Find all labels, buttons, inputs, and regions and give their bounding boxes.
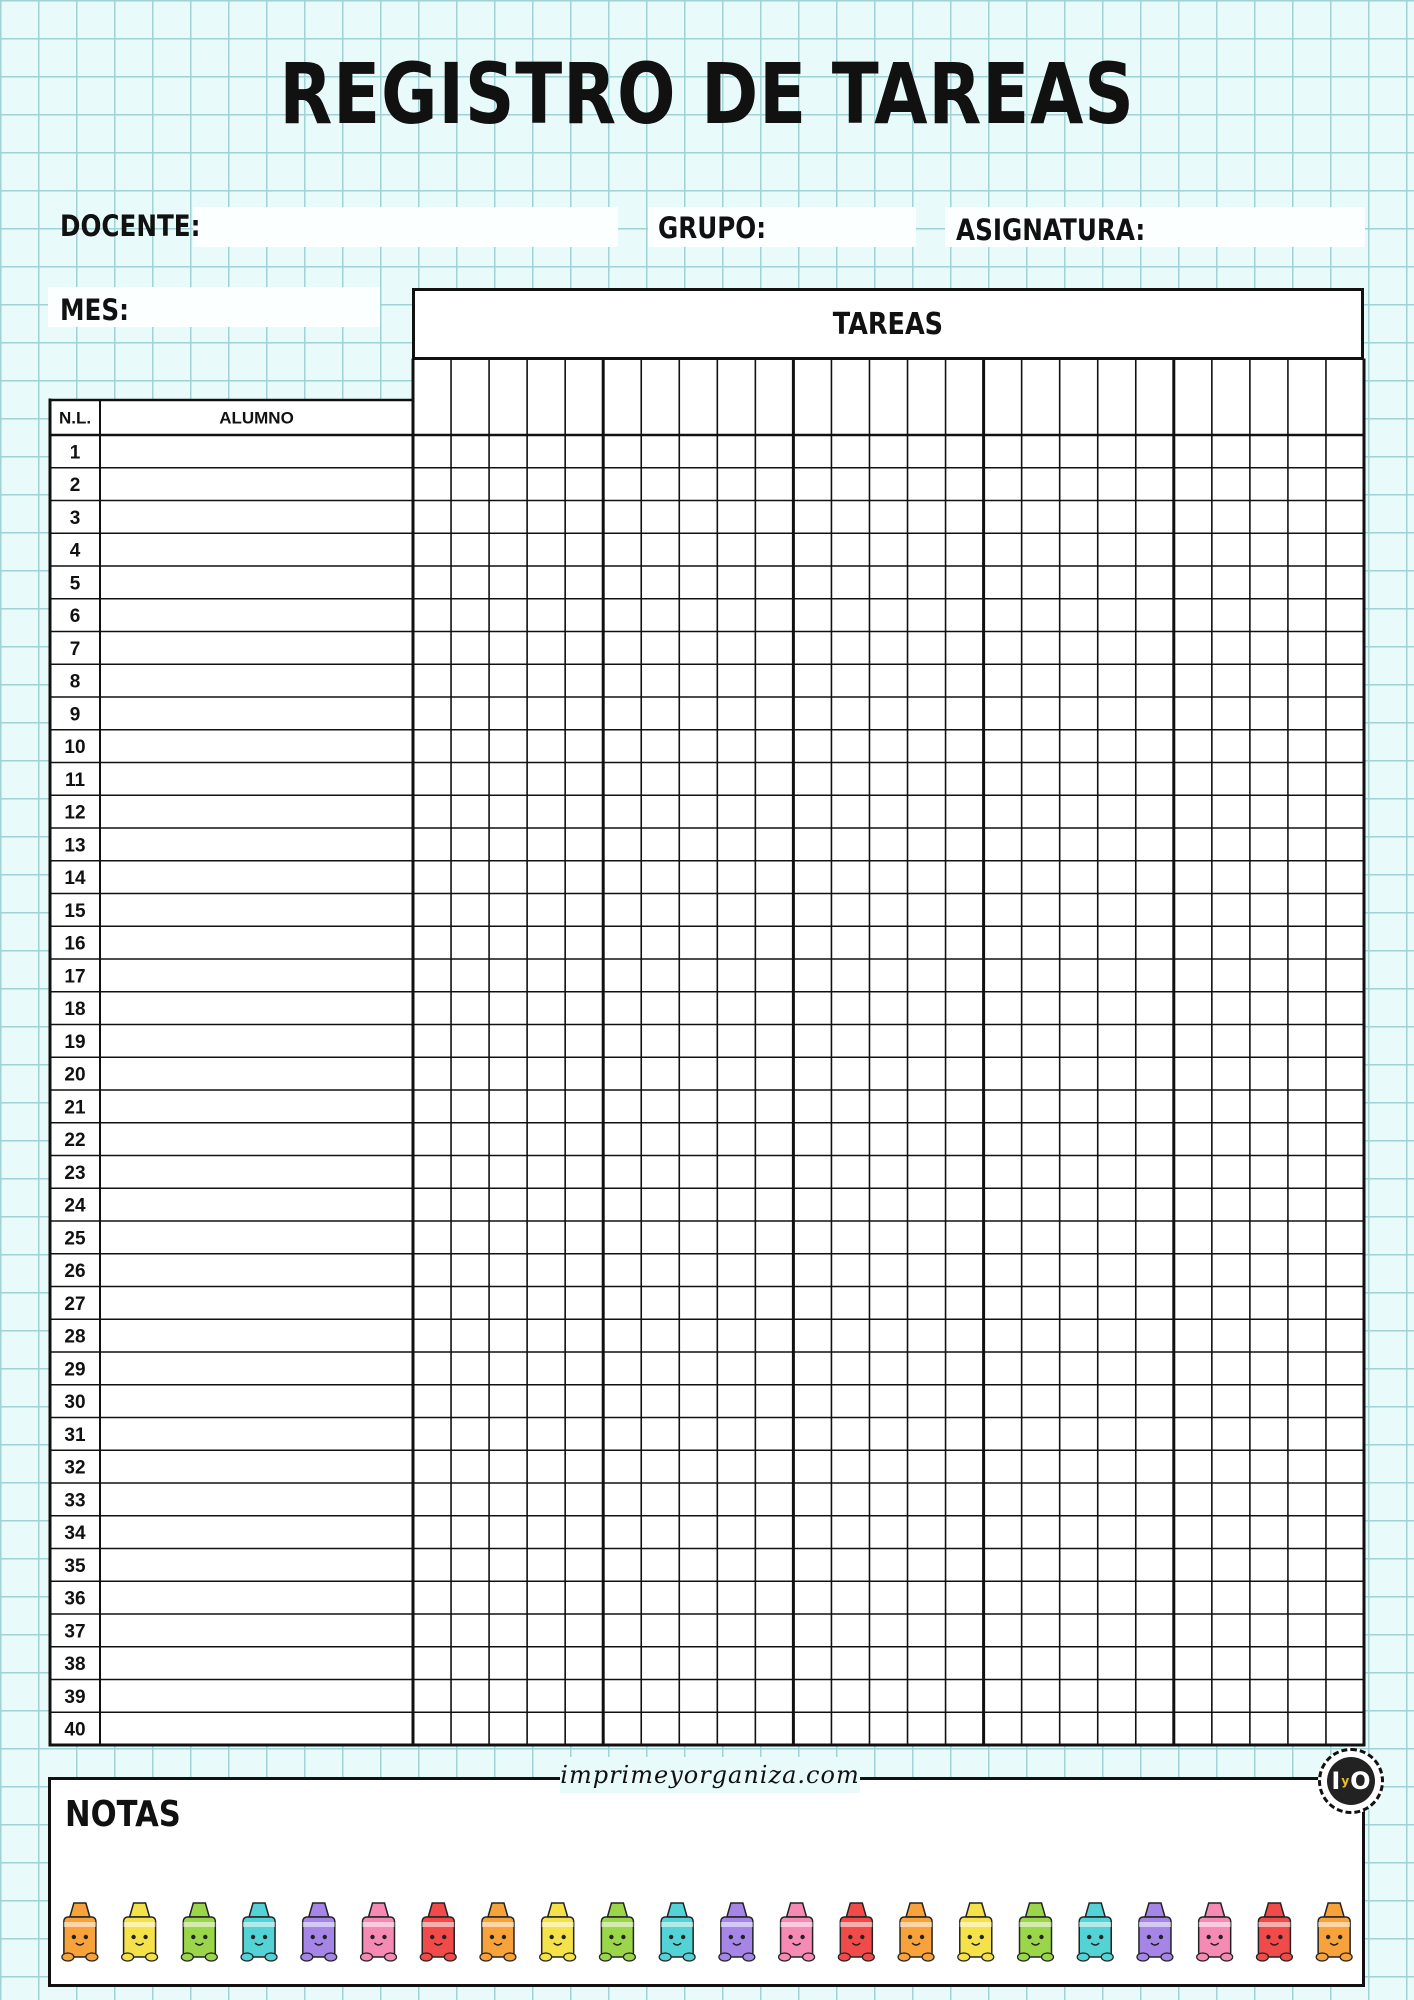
crayon-band (303, 1922, 335, 1927)
row-number: 26 (64, 1261, 86, 1283)
crayon-eye (442, 1935, 446, 1939)
crayon-tip (1205, 1903, 1225, 1917)
row-number: 4 (69, 540, 81, 562)
crayon-tip (1264, 1903, 1284, 1917)
row-number: 3 (69, 507, 81, 529)
crayon-hand (504, 1953, 516, 1961)
crayon-tip (309, 1903, 329, 1917)
grupo-label: GRUPO: (658, 211, 767, 245)
crayon-hand (982, 1953, 994, 1961)
row-number: 20 (64, 1064, 86, 1086)
crayon-icon (1316, 1903, 1352, 1961)
crayon-tip (846, 1903, 866, 1917)
alumno-column-header: ALUMNO (219, 408, 294, 428)
crayon-eye (263, 1935, 267, 1939)
crayon-hand (1101, 1953, 1113, 1961)
crayon-hand (1197, 1953, 1209, 1961)
crayon-tip (249, 1903, 269, 1917)
crayon-icon (420, 1903, 456, 1961)
crayon-band (542, 1922, 574, 1927)
crayon-icon (122, 1903, 158, 1961)
row-number: 32 (64, 1457, 86, 1479)
crayon-tip (607, 1903, 627, 1917)
crayon-eye (788, 1935, 792, 1939)
crayon-icon (241, 1903, 277, 1961)
crayon-tip (428, 1903, 448, 1917)
crayon-hand (922, 1953, 934, 1961)
crayon-hand (205, 1953, 217, 1961)
row-number: 36 (64, 1588, 86, 1610)
crayon-hand (540, 1953, 552, 1961)
row-number: 38 (64, 1654, 86, 1676)
asignatura-label: ASIGNATURA: (956, 213, 1146, 247)
crayon-eye (980, 1935, 984, 1939)
crayon-eye (370, 1935, 374, 1939)
crayon-eye (1218, 1935, 1222, 1939)
crayon-tip (1085, 1903, 1105, 1917)
crayon-hand (122, 1953, 134, 1961)
crayon-eye (72, 1935, 76, 1939)
crayon-hand (1221, 1953, 1233, 1961)
crayon-band (840, 1922, 872, 1927)
crayon-eye (1326, 1935, 1330, 1939)
crayon-eye (311, 1935, 315, 1939)
crayon-icon (1018, 1903, 1054, 1961)
crayon-eye (1099, 1935, 1103, 1939)
crayon-icon (480, 1903, 516, 1961)
crayon-icon (361, 1903, 397, 1961)
crayon-border (50, 1895, 1364, 1975)
row-number: 6 (69, 606, 81, 628)
crayon-eye (1027, 1935, 1031, 1939)
crayon-eye (382, 1935, 386, 1939)
row-number: 37 (64, 1621, 86, 1643)
crayon-band (601, 1922, 633, 1927)
crayon-hand (265, 1953, 277, 1961)
page-title: REGISTRO DE TAREAS (279, 45, 1135, 143)
crayon-icon (1137, 1903, 1173, 1961)
crayon-tip (488, 1903, 508, 1917)
crayon-hand (420, 1953, 432, 1961)
row-number: 24 (64, 1195, 86, 1217)
crayon-hand (1280, 1953, 1292, 1961)
docente-label: DOCENTE: (60, 209, 201, 243)
crayon-eye (1087, 1935, 1091, 1939)
crayon-eye (968, 1935, 972, 1939)
crayon-hand (599, 1953, 611, 1961)
row-number: 33 (64, 1490, 86, 1512)
notes-title: NOTAS (65, 1794, 181, 1835)
crayon-hand (1077, 1953, 1089, 1961)
crayon-band (183, 1922, 215, 1927)
crayon-hand (779, 1953, 791, 1961)
crayon-tip (667, 1903, 687, 1917)
crayon-eye (502, 1935, 506, 1939)
crayon-hand (86, 1953, 98, 1961)
row-number: 8 (69, 671, 81, 693)
crayon-eye (741, 1935, 745, 1939)
crayon-icon (838, 1903, 874, 1961)
crayon-icon (62, 1903, 98, 1961)
crayon-tip (727, 1903, 747, 1917)
crayon-eye (681, 1935, 685, 1939)
crayon-band (243, 1922, 275, 1927)
crayon-icon (779, 1903, 815, 1961)
crayon-band (900, 1922, 932, 1927)
row-number: 1 (69, 442, 81, 464)
crayon-tip (966, 1903, 986, 1917)
crayon-hand (862, 1953, 874, 1961)
crayon-tip (548, 1903, 568, 1917)
row-number: 35 (64, 1555, 86, 1577)
mes-label: MES: (60, 293, 129, 327)
row-number: 31 (64, 1424, 86, 1446)
row-number: 7 (69, 638, 81, 660)
crayon-hand (838, 1953, 850, 1961)
crayon-eye (800, 1935, 804, 1939)
crayon-hand (683, 1953, 695, 1961)
nl-column-header: N.L. (58, 408, 92, 428)
row-number: 17 (64, 966, 86, 988)
crayon-eye (621, 1935, 625, 1939)
roster-background (50, 400, 413, 1745)
row-number: 5 (69, 573, 81, 595)
crayon-hand (1042, 1953, 1054, 1961)
row-number: 40 (64, 1719, 86, 1741)
crayon-icon (1077, 1903, 1113, 1961)
crayon-hand (623, 1953, 635, 1961)
row-number: 30 (64, 1392, 86, 1414)
task-grid-background (413, 360, 1364, 1745)
row-number: 27 (64, 1293, 86, 1315)
row-number: 21 (64, 1097, 86, 1119)
crayon-eye (561, 1935, 565, 1939)
crayon-icon (898, 1903, 934, 1961)
row-number: 16 (64, 933, 86, 955)
row-number: 10 (64, 737, 86, 759)
crayon-eye (1338, 1935, 1342, 1939)
crayon-hand (719, 1953, 731, 1961)
crayon-hand (1018, 1953, 1030, 1961)
crayon-tip (787, 1903, 807, 1917)
row-number: 18 (64, 999, 86, 1021)
crayon-eye (669, 1935, 673, 1939)
crayon-eye (920, 1935, 924, 1939)
crayon-eye (131, 1935, 135, 1939)
crayon-tip (369, 1903, 389, 1917)
crayon-hand (1316, 1953, 1328, 1961)
crayon-hand (1137, 1953, 1149, 1961)
row-number: 12 (64, 802, 86, 824)
crayon-hand (1340, 1953, 1352, 1961)
crayon-hand (444, 1953, 456, 1961)
crayon-band (1079, 1922, 1111, 1927)
crayon-eye (1147, 1935, 1151, 1939)
crayon-tip (189, 1903, 209, 1917)
crayon-band (1258, 1922, 1290, 1927)
crayon-hand (659, 1953, 671, 1961)
crayon-band (64, 1922, 96, 1927)
crayon-band (422, 1922, 454, 1927)
crayon-tip (906, 1903, 926, 1917)
crayon-eye (323, 1935, 327, 1939)
crayon-icon (1197, 1903, 1233, 1961)
row-number: 23 (64, 1162, 86, 1184)
crayon-icon (719, 1903, 755, 1961)
crayon-eye (549, 1935, 553, 1939)
crayon-hand (181, 1953, 193, 1961)
crayon-hand (958, 1953, 970, 1961)
crayon-eye (1159, 1935, 1163, 1939)
crayon-icon (958, 1903, 994, 1961)
crayon-band (482, 1922, 514, 1927)
row-number: 14 (64, 868, 86, 890)
row-number: 19 (64, 1031, 86, 1053)
crayon-band (363, 1922, 395, 1927)
crayon-eye (1266, 1935, 1270, 1939)
brand-logo (1318, 1748, 1384, 1814)
row-number: 39 (64, 1686, 86, 1708)
crayon-tip (1145, 1903, 1165, 1917)
crayon-hand (803, 1953, 815, 1961)
crayon-eye (84, 1935, 88, 1939)
row-number: 15 (64, 900, 86, 922)
crayon-hand (743, 1953, 755, 1961)
crayon-band (781, 1922, 813, 1927)
row-number: 29 (64, 1359, 86, 1381)
crayon-band (1139, 1922, 1171, 1927)
crayon-hand (301, 1953, 313, 1961)
crayon-eye (860, 1935, 864, 1939)
crayon-hand (1256, 1953, 1268, 1961)
website-link[interactable]: imprimeyorganiza.com (560, 1757, 860, 1793)
crayon-icon (301, 1903, 337, 1961)
crayon-eye (908, 1935, 912, 1939)
crayon-eye (203, 1935, 207, 1939)
crayon-band (1020, 1922, 1052, 1927)
crayon-tip (1026, 1903, 1046, 1917)
crayon-band (124, 1922, 156, 1927)
crayon-eye (609, 1935, 613, 1939)
crayon-hand (62, 1953, 74, 1961)
crayon-eye (1206, 1935, 1210, 1939)
crayon-band (661, 1922, 693, 1927)
crayon-band (721, 1922, 753, 1927)
crayon-icon (540, 1903, 576, 1961)
crayon-icon (659, 1903, 695, 1961)
row-number: 2 (69, 475, 81, 497)
logo-mark: I y O (1327, 1757, 1375, 1805)
crayon-hand (241, 1953, 253, 1961)
crayon-tip (1324, 1903, 1344, 1917)
crayon-hand (361, 1953, 373, 1961)
row-number: 28 (64, 1326, 86, 1348)
crayon-hand (325, 1953, 337, 1961)
row-number: 34 (64, 1523, 86, 1545)
tareas-header-label: TAREAS (832, 306, 944, 342)
crayon-eye (729, 1935, 733, 1939)
crayon-eye (1039, 1935, 1043, 1939)
crayon-band (960, 1922, 992, 1927)
crayon-eye (251, 1935, 255, 1939)
row-number: 9 (69, 704, 81, 726)
crayon-icon (1256, 1903, 1292, 1961)
crayon-tip (130, 1903, 150, 1917)
crayon-eye (430, 1935, 434, 1939)
crayon-icon (599, 1903, 635, 1961)
crayon-hand (898, 1953, 910, 1961)
row-number: 13 (64, 835, 86, 857)
crayon-eye (848, 1935, 852, 1939)
crayon-band (1199, 1922, 1231, 1927)
crayon-band (1318, 1922, 1350, 1927)
row-number: 11 (64, 769, 86, 791)
crayon-eye (143, 1935, 147, 1939)
row-number: 22 (64, 1130, 86, 1152)
crayon-eye (191, 1935, 195, 1939)
crayon-hand (564, 1953, 576, 1961)
crayon-hand (146, 1953, 158, 1961)
crayon-hand (480, 1953, 492, 1961)
crayon-eye (490, 1935, 494, 1939)
crayon-hand (1161, 1953, 1173, 1961)
row-number: 25 (64, 1228, 86, 1250)
crayon-hand (385, 1953, 397, 1961)
crayon-eye (1278, 1935, 1282, 1939)
crayon-tip (70, 1903, 90, 1917)
crayon-icon (181, 1903, 217, 1961)
